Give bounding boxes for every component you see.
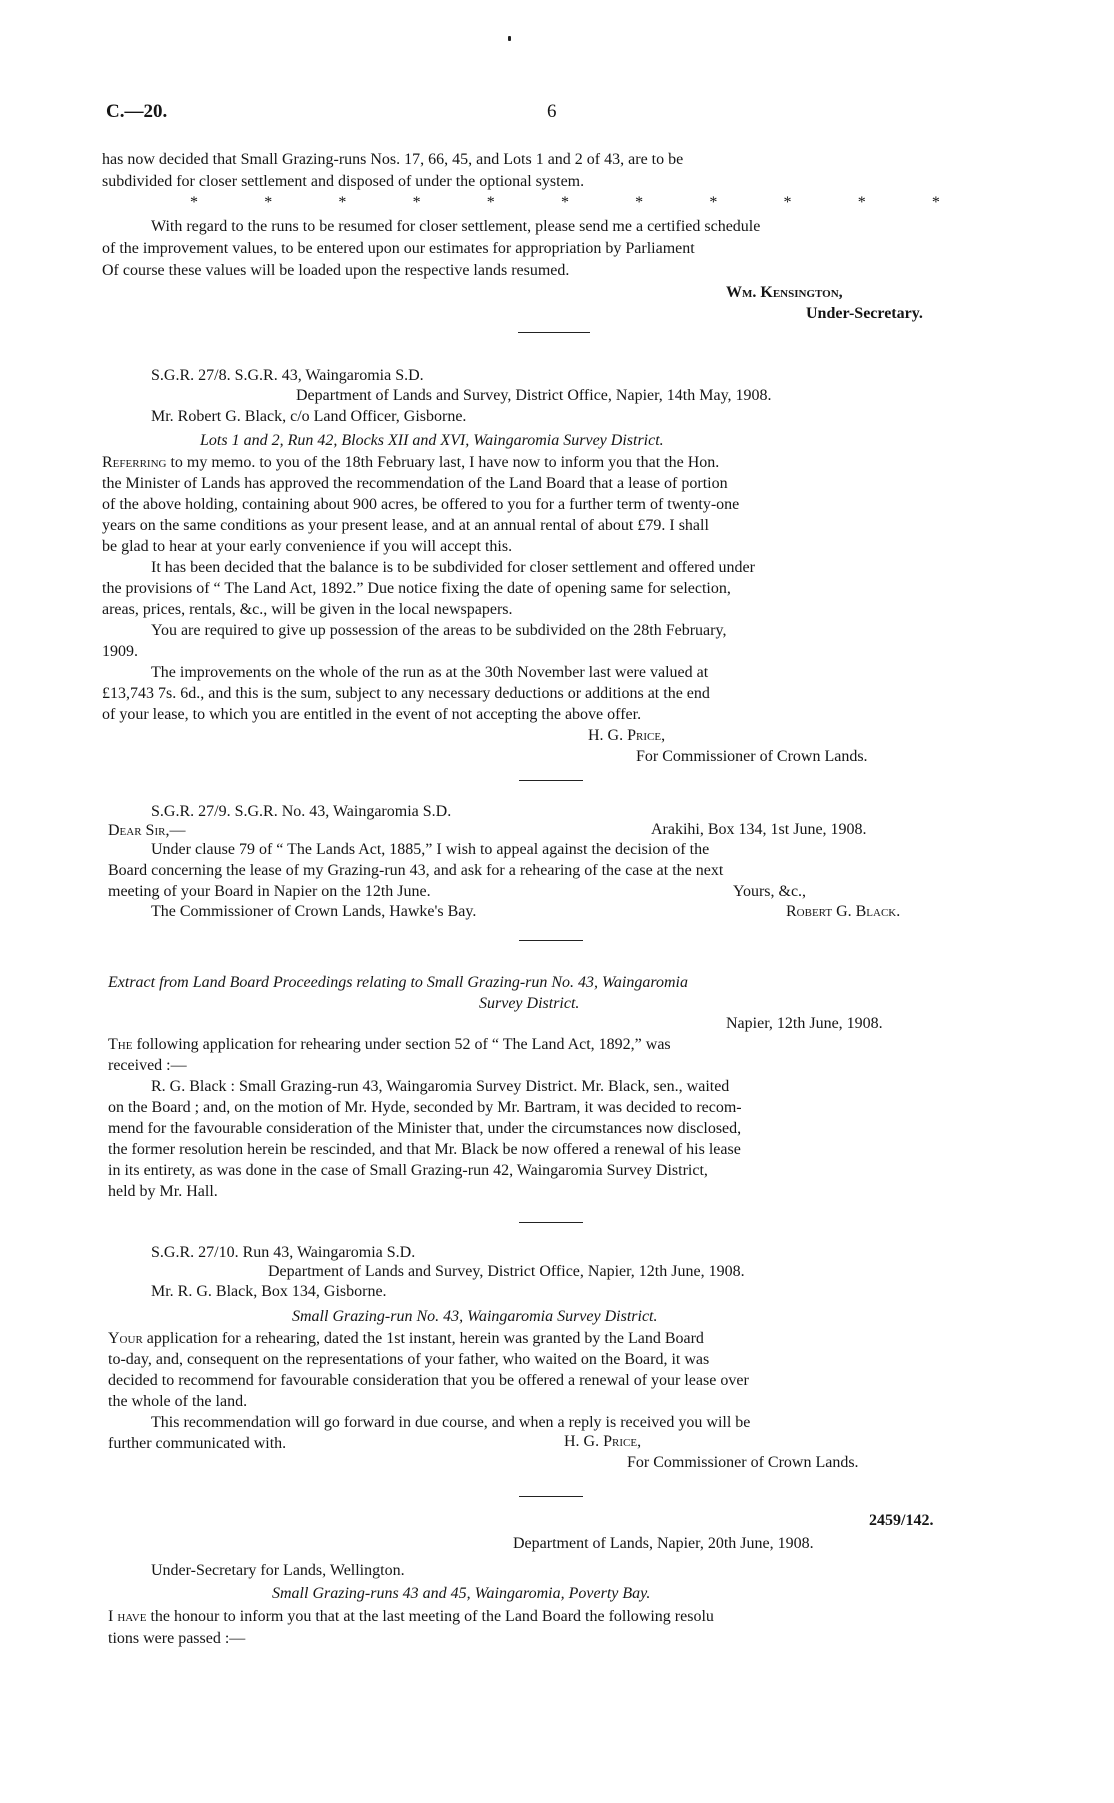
body-line: The improvements on the whole of the run as at the 30th November last were valued at: [151, 664, 709, 681]
star: *: [190, 194, 198, 211]
body-line: the Minister of Lands has approved the recommendation of the Land Board that a lease of portion: [102, 475, 728, 492]
extract-title: Extract from Land Board Proceedings relating to Small Grazing-run No. 43, Waingaromia: [108, 974, 688, 991]
signature: Wm. Kensington,: [726, 284, 843, 301]
body-line: Under clause 79 of “ The Lands Act, 1885,” I wish to appeal against the decision of the: [151, 841, 710, 858]
body-line: This recommendation will go forward in due course, and when a reply is received you will be: [151, 1414, 751, 1431]
section-divider: [519, 1496, 583, 1497]
body-line: 1909.: [102, 643, 138, 660]
page-number: 6: [547, 101, 557, 122]
body-line: meeting of your Board in Napier on the 12th June.: [108, 883, 431, 900]
star: *: [412, 194, 421, 211]
body-text: the honour to inform you that at the last meeting of the Land Board the following resolu: [146, 1608, 714, 1625]
lead-word: I have: [108, 1608, 147, 1625]
extract-title: Survey District.: [479, 995, 580, 1012]
body-line: £13,743 7s. 6d., and this is the sum, subject to any necessary deductions or additions at the end: [102, 685, 710, 702]
signature-title: Under-Secretary.: [806, 305, 923, 322]
body-line: decided to recommend for favourable consideration that you be offered a renewal of your lease over: [108, 1372, 749, 1389]
section-divider: [518, 332, 590, 333]
subject-line: Lots 1 and 2, Run 42, Blocks XII and XVI, Waingaromia Survey District.: [200, 432, 664, 449]
department-line: Department of Lands and Survey, District Office, Napier, 12th June, 1908.: [268, 1263, 745, 1280]
body-text: to my memo. to you of the 18th February last, I have now to inform you that the Hon.: [166, 454, 720, 471]
body-line: Of course these values will be loaded upon the respective lands resumed.: [102, 262, 570, 279]
body-line: the former resolution herein be rescinded, and that Mr. Black be now offered a renewal of his lease: [108, 1141, 741, 1158]
addressee: Under-Secretary for Lands, Wellington.: [151, 1562, 405, 1579]
closing: Yours, &c.,: [733, 883, 807, 900]
star: *: [486, 194, 495, 211]
body-text: application for a rehearing, dated the 1st instant, herein was granted by the Land Board: [142, 1330, 704, 1347]
section-divider: [519, 1222, 583, 1223]
lead-word: Referring: [102, 454, 167, 471]
signature: H. G. Price,: [564, 1433, 642, 1450]
addressee: Mr. R. G. Black, Box 134, Gisborne.: [151, 1283, 387, 1300]
subject-line: Small Grazing-run No. 43, Waingaromia Survey District.: [292, 1308, 658, 1325]
body-line: [108, 1035, 671, 1055]
body-line: [108, 1329, 704, 1349]
body-line: to-day, and, consequent on the representations of your father, who waited on the Board, it was: [108, 1351, 710, 1368]
reference-line: S.G.R. 27/8. S.G.R. 43, Waingaromia S.D.: [151, 367, 424, 384]
body-line: tions were passed :—: [108, 1630, 246, 1647]
body-line: It has been decided that the balance is to be subdivided for closer settlement and offered under: [151, 559, 755, 576]
body-line: Board concerning the lease of my Grazing-run 43, and ask for a rehearing of the case at the next: [108, 862, 724, 879]
body-line: mend for the favourable consideration of the Minister that, under the circumstances now disclosed,: [108, 1120, 742, 1137]
body-line: held by Mr. Hall.: [108, 1183, 218, 1200]
body-line: With regard to the runs to be resumed for closer settlement, please send me a certified schedule: [151, 218, 761, 235]
document-code: C.—20.: [106, 101, 168, 122]
ellipsis-stars: [190, 194, 940, 212]
body-line: subdivided for closer settlement and disposed of under the optional system.: [102, 173, 585, 190]
body-line: You are required to give up possession of the areas to be subdivided on the 28th February,: [151, 622, 727, 639]
department-line: Department of Lands and Survey, District Office, Napier, 14th May, 1908.: [296, 387, 772, 404]
body-line: further communicated with.: [108, 1435, 287, 1452]
signature: H. G. Price,: [588, 727, 666, 744]
body-line: years on the same conditions as your present lease, and at an annual rental of about £79. I shall: [102, 517, 709, 534]
body-line: of the improvement values, to be entered upon our estimates for appropriation by Parliament: [102, 240, 695, 257]
body-line: on the Board ; and, on the motion of Mr. Hyde, seconded by Mr. Bartram, it was decided to recom-: [108, 1099, 742, 1116]
body-line: of your lease, to which you are entitled in the event of not accepting the above offer.: [102, 706, 642, 723]
star: *: [931, 194, 940, 211]
reference-line: 2459/142.: [869, 1512, 934, 1529]
body-line: [108, 1607, 714, 1627]
body-line: areas, prices, rentals, &c., will be given in the local newspapers.: [102, 601, 513, 618]
star: *: [264, 194, 273, 211]
body-line: received :—: [108, 1057, 187, 1074]
body-text: following application for rehearing under section 52 of “ The Land Act, 1892,” was: [132, 1036, 671, 1053]
body-line: be glad to hear at your early convenience if you will accept this.: [102, 538, 513, 555]
star: *: [709, 194, 718, 211]
body-line: the provisions of “ The Land Act, 1892.” Due notice fixing the date of opening same for selection,: [102, 580, 731, 597]
ink-speck: [508, 36, 511, 41]
reference-line: S.G.R. 27/10. Run 43, Waingaromia S.D.: [151, 1244, 416, 1261]
place-date: Arakihi, Box 134, 1st June, 1908.: [651, 821, 867, 838]
star: *: [338, 194, 347, 211]
body-line: of the above holding, containing about 900 acres, be offered to you for a further term of twenty-one: [102, 496, 740, 513]
body-line: [102, 453, 719, 473]
body-line: the whole of the land.: [108, 1393, 248, 1410]
signature: Robert G. Black.: [786, 903, 901, 920]
signature-title: For Commissioner of Crown Lands.: [627, 1454, 859, 1471]
body-line: in its entirety, as was done in the case of Small Grazing-run 42, Waingaromia Survey District,: [108, 1162, 708, 1179]
department-line: Department of Lands, Napier, 20th June, 1908.: [513, 1535, 814, 1552]
body-line: has now decided that Small Grazing-runs Nos. 17, 66, 45, and Lots 1 and 2 of 43, are to be: [102, 151, 684, 168]
signature-title: For Commissioner of Crown Lands.: [636, 748, 868, 765]
star: *: [635, 194, 644, 211]
section-divider: [519, 780, 583, 781]
section-divider: [519, 940, 583, 941]
place-date: Napier, 12th June, 1908.: [726, 1015, 883, 1032]
recipient: The Commissioner of Crown Lands, Hawke's Bay.: [151, 903, 477, 920]
reference-line: S.G.R. 27/9. S.G.R. No. 43, Waingaromia S.D.: [151, 803, 452, 820]
star: *: [783, 194, 792, 211]
subject-line: Small Grazing-runs 43 and 45, Waingaromia, Poverty Bay.: [272, 1585, 651, 1602]
star: *: [560, 194, 569, 211]
lead-word: The: [108, 1036, 133, 1053]
body-line: R. G. Black : Small Grazing-run 43, Waingaromia Survey District. Mr. Black, sen., waited: [151, 1078, 730, 1095]
star: *: [857, 194, 866, 211]
addressee: Mr. Robert G. Black, c/o Land Officer, Gisborne.: [151, 408, 467, 425]
salutation: Dear Sir,—: [108, 822, 186, 839]
lead-word: Your: [108, 1330, 143, 1347]
